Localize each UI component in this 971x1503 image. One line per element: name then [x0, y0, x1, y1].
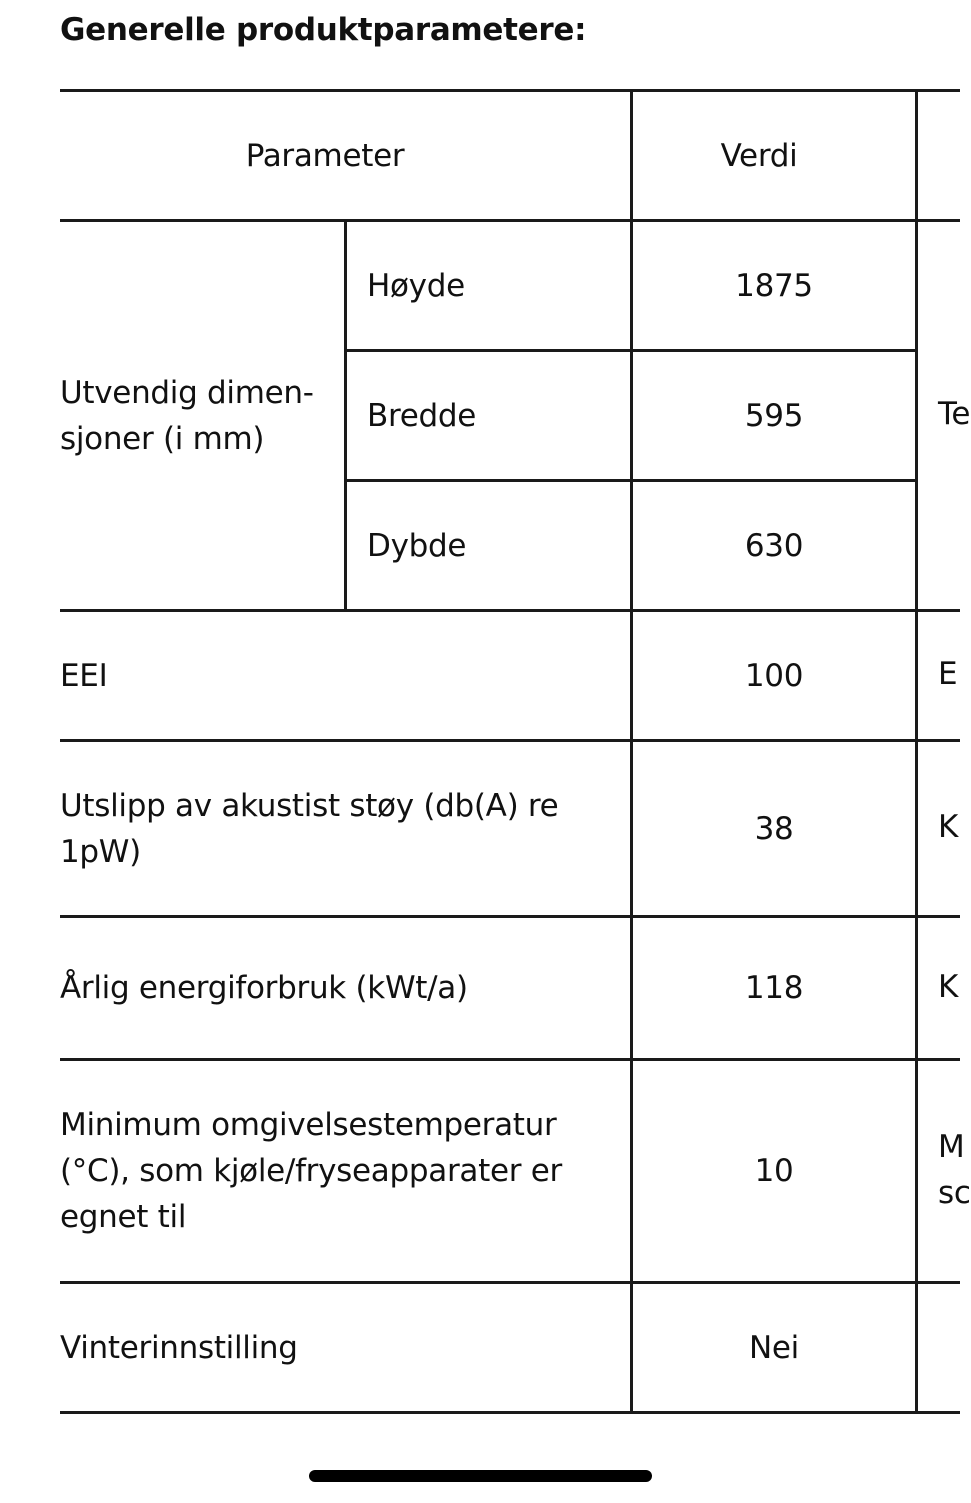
row-value-min-temperature: 10: [754, 1153, 794, 1189]
header-parameter: Parameter: [245, 137, 405, 174]
cut-off-fragment: E: [938, 656, 958, 692]
row-label-min-temperature: [60, 1061, 625, 1281]
table-border-bottom: [60, 1411, 960, 1414]
dimension-label-height: Høyde: [367, 267, 465, 304]
page-title: Generelle produktparametere:: [60, 12, 587, 48]
row-label-noise-text: Utslipp av akustist støy (db(A) re 1pW): [60, 787, 559, 870]
row-label-noise: [60, 742, 625, 915]
dimensions-group-label: [60, 222, 342, 609]
cut-off-fragment: Te: [938, 396, 971, 432]
row-label-min-temperature-text: Minimum omgivelsestemperatur (°C), som kjøle/fryseapparater er egnet til: [60, 1107, 562, 1235]
dimension-value-depth: 630: [744, 527, 804, 564]
dimension-label-depth: Dybde: [367, 527, 467, 564]
row-label-winter-setting: Vinterinnstilling: [60, 1329, 298, 1366]
row-value-noise: 38: [754, 810, 794, 847]
dimension-value-width: 595: [744, 397, 804, 434]
column-divider: [915, 90, 918, 1413]
dimension-label-width: Bredde: [367, 397, 477, 434]
cut-off-fragment: K: [938, 809, 959, 845]
row-value-eei: 100: [744, 657, 804, 694]
row-value-winter-setting: Nei: [749, 1329, 799, 1366]
dimensions-group-label-text: Utvendig dimen- sjoner (i mm): [60, 374, 314, 457]
row-label-eei: EEI: [60, 657, 108, 694]
cut-off-fragment: K: [938, 969, 959, 1005]
column-divider: [344, 220, 347, 610]
dimension-value-height: 1875: [735, 267, 813, 304]
row-label-annual-energy: Årlig energiforbruk (kWt/a): [60, 970, 468, 1006]
home-indicator[interactable]: [309, 1470, 652, 1482]
header-value: Verdi: [720, 137, 798, 174]
cut-off-fragment: M sc: [938, 1129, 971, 1211]
row-value-annual-energy: 118: [744, 970, 804, 1006]
